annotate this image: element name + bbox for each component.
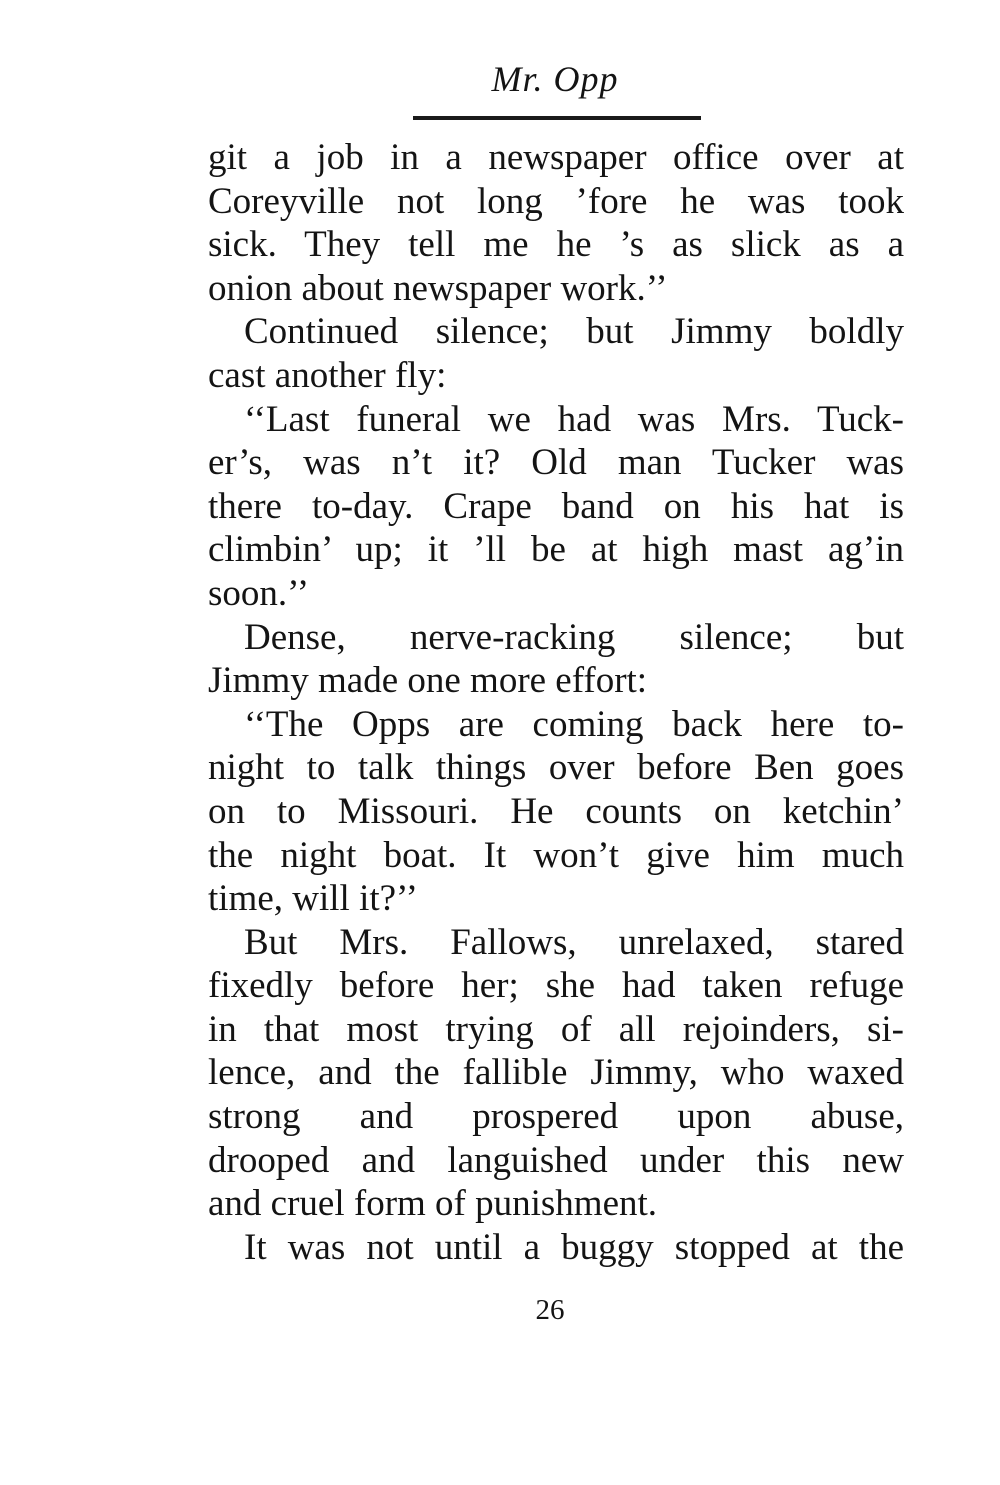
text-line: onion about newspaper work.’’ [208,267,668,309]
text-line: the night boat. It won’t give him much [208,834,904,876]
text-line: sick. They tell me he ’s as slick as a [208,224,904,266]
text-line: lence, and the fallible Jimmy, who waxed [208,1052,904,1094]
text-line: there to-day. Crape band on his hat is [208,485,904,527]
text-line: Dense, nerve-racking silence; but [244,616,904,658]
text-line: strong and prospered upon abuse, [208,1096,904,1138]
text-line: time, will it?’’ [208,878,418,920]
text-line: er’s, was n’t it? Old man Tucker was [208,442,904,484]
page-number: 26 [535,1294,565,1326]
text-line: in that most trying of all rejoinders, si- [208,1008,904,1050]
header-rule [413,116,701,120]
text-line: Continued silence; but Jimmy boldly [244,311,904,353]
body-text [208,136,904,1269]
text-line: Coreyville not long ’fore he was took [208,180,904,222]
text-line: on to Missouri. He counts on ketchin’ [208,790,904,832]
text-line: git a job in a newspaper office over at [208,137,904,178]
text-line: drooped and languished under this new [208,1139,904,1181]
text-line: fixedly before her; she had taken refuge [208,965,904,1007]
text-line: Jimmy made one more effort: [208,660,648,702]
text-line: It was not until a buggy stopped at the [244,1226,904,1268]
running-head: Mr. Opp [491,59,619,99]
text-line: climbin’ up; it ’ll be at high mast ag’in [208,529,904,571]
text-line: soon.’’ [208,572,310,614]
text-line: and cruel form of punishment. [208,1183,658,1225]
text-line: ‘‘Last funeral we had was Mrs. Tuck- [244,398,904,440]
text-line: ‘‘The Opps are coming back here to- [244,703,904,745]
text-line: But Mrs. Fallows, unrelaxed, stared [244,921,904,963]
text-line: night to talk things over before Ben goes [208,747,904,789]
text-line: cast another fly: [208,354,447,396]
